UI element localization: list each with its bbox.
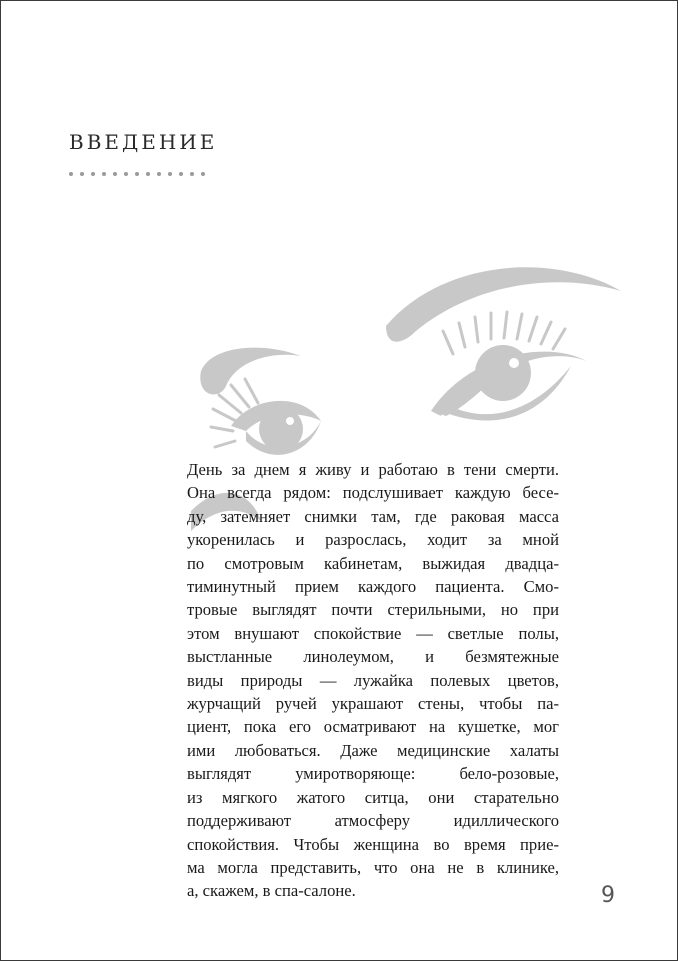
text-line: ма могла представить, что она не в клинике, — [187, 857, 559, 877]
divider-dot — [190, 172, 194, 176]
text-line: Она всегда рядом: подслушивает каждую бесе- — [187, 483, 559, 503]
divider-dot — [135, 172, 139, 176]
divider-dot — [113, 172, 117, 176]
text-line: журчащий ручей украшают стены, чтобы па- — [187, 694, 559, 714]
body-paragraph — [187, 458, 559, 903]
divider-dot — [69, 172, 73, 176]
text-line: а, скажем, в спа-салоне. — [187, 881, 356, 901]
divider-dot — [91, 172, 95, 176]
text-line: тровые выглядят почти стерильными, но при — [187, 600, 559, 620]
text-line: циент, пока его осматривают на кушетке, мог — [187, 717, 559, 737]
text-line: виды природы — лужайка полевых цветов, — [187, 670, 559, 690]
divider-dot — [168, 172, 172, 176]
divider-dot — [201, 172, 205, 176]
text-line: ими любоваться. Даже медицинские халаты — [187, 740, 559, 760]
text-line: по смотровым кабинетам, выжидая двадца- — [187, 553, 559, 573]
divider-dot — [102, 172, 106, 176]
text-line: ду, затемняет снимки там, где раковая масса — [187, 506, 559, 526]
divider-dot — [179, 172, 183, 176]
text-line: из мягкого жатого ситца, они старательно — [187, 787, 559, 807]
chapter-title: введение — [69, 122, 218, 156]
text-line: укоренилась и разрослась, ходит за мной — [187, 530, 559, 550]
text-line: выглядят умиротворяюще: бело-розовые, — [187, 764, 559, 784]
text-line: тиминутный прием каждого пациента. Смо- — [187, 577, 559, 597]
text-line: выстланные линолеумом, и безмятежные — [187, 647, 559, 667]
page-number: 9 — [601, 883, 615, 908]
text-line: этом внушают спокойствие — светлые полы, — [187, 623, 559, 643]
divider-dot — [146, 172, 150, 176]
text-line: спокойствия. Чтобы женщина во время прие- — [187, 834, 559, 854]
divider-dot — [157, 172, 161, 176]
title-dot-divider — [69, 172, 205, 176]
divider-dot — [124, 172, 128, 176]
text-line: поддерживают атмосферу идиллического — [187, 811, 559, 831]
text-line: День за днем я живу и работаю в тени смерти. — [187, 460, 559, 479]
divider-dot — [80, 172, 84, 176]
